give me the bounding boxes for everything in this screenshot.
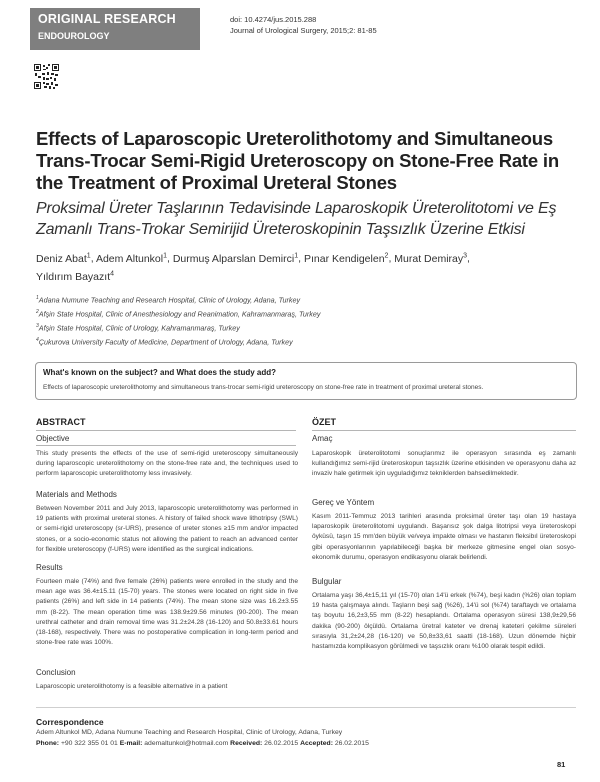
affiliation: $^2$Afşin State Hospital, Clinic of Anesthesiology and Reanimation, Kahramanmaraş, Turkey	[36, 309, 321, 319]
received-date: 26.02.2015	[264, 740, 299, 747]
abstract-results-title: Results	[36, 563, 63, 572]
abstract-results: Fourteen male (74%) and five female (26%) patients were enrolled in the study and the mean age was 36.4±15.11 (15-70) years. The stones were located on right side in five patients (26%) and left side in 14 patients (74%). The mean stone size was 16.2±3.55 mm (8-22). The mean operation time was 138.9±29.56 minutes (90-200). The mean urethral catheter and drain removal time was 31.2±24.28 (16-120) and 50.8±33.61 hours (18-168), respectively. There was no postoperative complication in long-term period and stone-free rate was 100%.	[36, 578, 298, 647]
affiliation: $^4$Çukurova University Faculty of Medicine, Department of Urology, Adana, Turkey	[36, 337, 293, 347]
email-link[interactable]: ademaltunkol@hotmail.com	[144, 740, 229, 747]
author: Pınar Kendigelen$^2$	[303, 252, 389, 265]
affiliation: $^1$Adana Numune Teaching and Research Hospital, Clinic of Urology, Adana, Turkey	[36, 295, 301, 305]
qr-code-icon	[34, 64, 59, 89]
ozet-amac-title: Amaç	[312, 434, 333, 443]
ozet-yontem-title: Gereç ve Yöntem	[312, 498, 375, 507]
correspondence-divider	[36, 707, 576, 708]
accepted-date: 26.02.2015	[334, 740, 369, 747]
author: Murat Demiray$^3$	[394, 252, 468, 265]
key-points-title: What's known on the subject? and What does the study add?	[43, 368, 277, 377]
key-points-text: Effects of laparoscopic ureterolithotomy and simultaneous trans-trocar semi-rigid ureteroscopy on stone-free rate in treatment of proximal ureteral stones.	[43, 384, 484, 391]
category-label: ENDOUROLOGY	[38, 31, 110, 41]
correspondence-title: Correspondence	[36, 717, 104, 727]
ozet-amac: Laparoskopik üreterolitotomi sonuçlarımız ile operasyon sırasında eş zamanlı kullandığımız semi-rijid üreteroskopun taşsızlık üzerine etkisinden ve operasyonu daha az invaziv hale getirmek için uyguladığımız tekniklerden bahsedilmektedir.	[312, 450, 576, 478]
article-title-turkish: Proksimal Üreter Taşlarının Tedavisinde Laparoskopik Üreterolitotomi ve Eş Zamanlı Trans-Trokar Semirijid Üreteroskopinin Taşsızlık Üzerine Etkisi	[36, 200, 557, 238]
abstract-methods: Between November 2011 and July 2013, laparoscopic ureterolithotomy was performed in 19 patients with proximal ureteral stones. A history of failed shock wave lithotripsy (SWL) or semi-rigid ureteroscopy (sr-URS), presence of ureter stones ≥15 mm and/or impacted stones, or a socio-economic status not allowing the patient to reach an advanced center for flexible ureteroscopy (f-URS) were identified as the surgical indications.	[36, 505, 298, 553]
abstract-objective: This study presents the effects of the use of semi-rigid ureteroscopy simultaneously during laparoscopic ureterolithotomy on the stone-free rate and, the techniques used to perform laparoscopic ureterolithotomy less invasively.	[36, 450, 298, 478]
abstract-conclusion-title: Conclusion	[36, 668, 76, 677]
article-title: Effects of Laparoscopic Ureterolithotomy and Simultaneous Trans-Trocar Semi-Rigid Ureteroscopy on Stone-Free Rate in the Treatment of Proximal Ureteral Stones	[36, 128, 559, 193]
correspondence-address: Adem Altunkol MD, Adana Numune Teaching and Research Hospital, Clinic of Urology, Adana, Turkey	[36, 729, 343, 736]
journal-citation: Journal of Urological Surgery, 2015;2: 81-85	[230, 26, 377, 35]
author: Durmuş Alparslan Demirci$^1$	[172, 252, 299, 265]
author: Adem Altunkol$^1$	[95, 252, 167, 265]
ozet-bulgular-title: Bulgular	[312, 577, 342, 586]
ozet-yontem: Kasım 2011-Temmuz 2013 tarihleri arasında proksimal üreter taşı olan 19 hastaya laparoskopik üreterolitotomi uygulandı. Başarısız şok dalga litotripsi veya üreteroskopi öyküsü, taşın 15 mm'den büyük ve/veya impakte olması ve hastanın fleksibıl üreteroskopi gibi operasyonlarının yapılabileceği başka bir merkeze gitmesine engel olan sosyo-ekonomik durumu, operasyon endikasyonu olarak belirlendi.	[312, 513, 576, 561]
ozet-bulgular: Ortalama yaşı 36,4±15,11 yıl (15-70) olan 14'ü erkek (%74), beşi kadın (%26) olan toplam 19 hasta çalışmaya alındı. Taşların beşi sağ (%26), 14'ü sol (%74) taraftaydı ve ortalama taş boyutu 16,2±3,55 mm (8-22) hesaplandı. Ortalama operasyon süresi 138,9±29,56 dakika (90-200) ölçüldü. Ortalama üretral kateter ve drenaj kateteri çekilme süreleri sırasıyla 31,2±24,28 (16-120) ve 50,8±33,61 saatti (18-168). Uzun dönemde hiçbir hastamızda komplikasyon görülmedi ve taşsızlık oranı %100 olarak tespit edildi.	[312, 592, 576, 651]
correspondence-contact: Phone: +90 322 355 01 01 E-mail: ademaltunkol@hotmail.com Received: 26.02.2015 Accepted: 26.02.2015	[36, 740, 369, 747]
abstract-conclusion: Laparoscopic ureterolithotomy is a feasible alternative in a patient	[36, 683, 228, 690]
phone-number: +90 322 355 01 01	[60, 740, 118, 747]
abstract-heading: ABSTRACT	[36, 417, 86, 427]
divider	[36, 445, 296, 446]
page-number: 81	[557, 760, 566, 769]
author: Deniz Abat$^1$	[36, 252, 91, 265]
ozet-heading: ÖZET	[312, 417, 336, 427]
author: Yıldırım Bayazıt$^4$	[36, 270, 115, 283]
ozet-divider	[312, 430, 576, 431]
abstract-divider	[36, 430, 296, 431]
doi-link[interactable]: doi: 10.4274/jus.2015.288	[230, 15, 317, 24]
abstract-objective-title: Objective	[36, 434, 70, 443]
section-label: ORIGINAL RESEARCH	[38, 12, 176, 26]
affiliation: $^3$Afşin State Hospital, Clinic of Urology, Kahramanmaraş, Turkey	[36, 323, 240, 333]
abstract-methods-title: Materials and Methods	[36, 490, 117, 499]
author-list: Deniz Abat$^1$, Adem Altunkol$^1$, Durmuş Alparslan Demirci$^1$, Pınar Kendigelen$^2$, Murat Demiray$^3$, Yıldırım Bayazıt$^4$	[36, 252, 470, 283]
